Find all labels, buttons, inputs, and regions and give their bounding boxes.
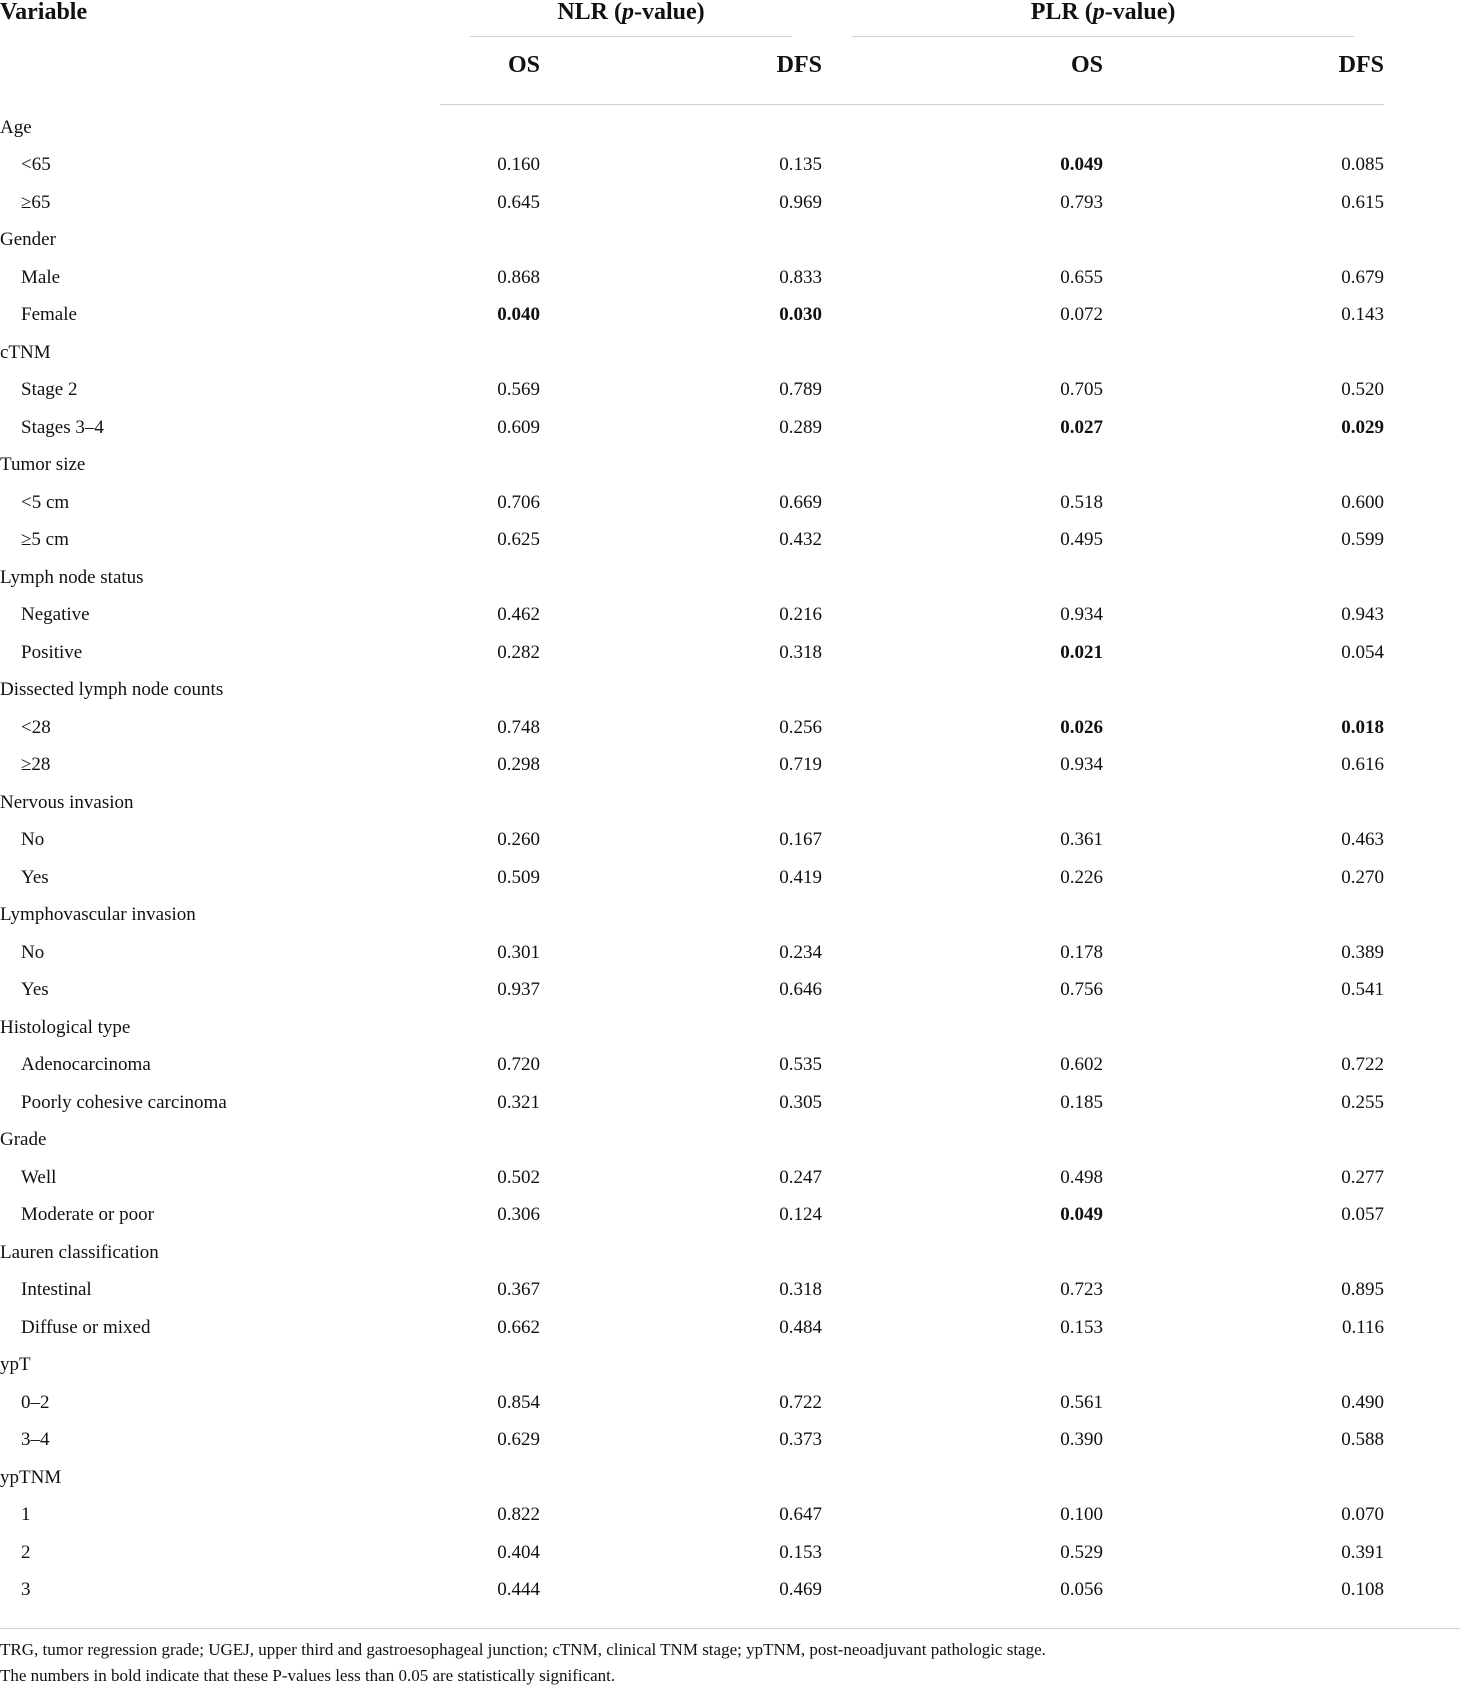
category-label: ypT	[0, 1354, 31, 1376]
category-label: ypTNM	[0, 1466, 62, 1488]
nlr-dfs-value: 0.030	[779, 304, 823, 326]
table-row	[0, 1572, 1384, 1610]
plr-os-value: 0.226	[1060, 866, 1104, 888]
table-row	[0, 747, 1384, 785]
plr-os-value: 0.793	[1060, 191, 1104, 213]
nlr-os-value: 0.720	[497, 1054, 540, 1076]
plr-dfs-value	[1103, 1234, 1384, 1272]
plr-dfs-value: 0.588	[1341, 1429, 1385, 1451]
nlr-os-value	[440, 1459, 540, 1497]
plr-os-value: 0.049	[1060, 1204, 1104, 1226]
table-row	[0, 522, 1384, 560]
nlr-os-header: OS	[440, 26, 540, 105]
plr-os-value: 0.178	[1060, 941, 1104, 963]
nlr-os-value: 0.321	[497, 1091, 540, 1113]
plr-dfs-value: 0.616	[1341, 754, 1385, 776]
nlr-dfs-value	[540, 1347, 822, 1385]
plr-os-value: 0.361	[1060, 829, 1104, 851]
plr-os-value: 0.723	[1060, 1279, 1104, 1301]
plr-dfs-value	[1103, 334, 1384, 372]
plr-os-value: 0.518	[1060, 491, 1104, 513]
nlr-dfs-value	[540, 105, 822, 147]
table-row-category	[0, 334, 1384, 372]
plr-dfs-value: 0.463	[1341, 829, 1385, 851]
plr-os-value: 0.027	[1060, 416, 1104, 438]
nlr-os-value	[440, 1234, 540, 1272]
plr-dfs-value: 0.070	[1341, 1504, 1385, 1526]
nlr-os-value: 0.569	[497, 379, 540, 401]
table-row-category	[0, 1459, 1384, 1497]
table-row	[0, 484, 1384, 522]
footnote-abbreviations: TRG, tumor regression grade; UGEJ, upper third and gastroesophageal junction; cTNM, clinical TNM stage; ypTNM, post-neoadjuvant pathologic stage.	[0, 1640, 1046, 1659]
nlr-dfs-value: 0.432	[779, 529, 823, 551]
table-row	[0, 1534, 1384, 1572]
plr-dfs-value: 0.520	[1341, 379, 1385, 401]
nlr-os-value: 0.748	[497, 716, 540, 738]
nlr-dfs-value	[540, 1009, 822, 1047]
plr-dfs-value	[1103, 672, 1384, 710]
category-label: Nervous invasion	[0, 791, 134, 813]
nlr-os-value	[440, 1009, 540, 1047]
subgroup-label: Adenocarcinoma	[21, 1054, 151, 1076]
plr-os-value	[822, 672, 1103, 710]
table-body	[0, 105, 1384, 1610]
nlr-dfs-value: 0.833	[779, 266, 823, 288]
nlr-dfs-value: 0.373	[779, 1429, 823, 1451]
nlr-dfs-value	[540, 447, 822, 485]
subgroup-label: Intestinal	[21, 1279, 92, 1301]
nlr-os-value: 0.609	[497, 416, 540, 438]
table-row-category	[0, 222, 1384, 260]
category-label: Lymph node status	[0, 566, 144, 588]
plr-dfs-value: 0.029	[1341, 416, 1385, 438]
table-row	[0, 409, 1384, 447]
nlr-os-value: 0.645	[497, 191, 540, 213]
nlr-dfs-value	[540, 1234, 822, 1272]
plr-group-rule	[852, 36, 1354, 37]
plr-os-value: 0.934	[1060, 604, 1104, 626]
plr-dfs-value: 0.057	[1341, 1204, 1385, 1226]
table-row-category	[0, 1009, 1384, 1047]
nlr-dfs-value: 0.318	[779, 1279, 823, 1301]
nlr-dfs-value: 0.789	[779, 379, 823, 401]
nlr-os-value: 0.868	[497, 266, 540, 288]
table-row	[0, 147, 1384, 185]
category-label: Lymphovascular invasion	[0, 904, 196, 926]
table-row	[0, 184, 1384, 222]
nlr-os-value: 0.662	[497, 1316, 540, 1338]
plr-dfs-value	[1103, 447, 1384, 485]
nlr-os-value	[440, 334, 540, 372]
table-row	[0, 972, 1384, 1010]
plr-os-value: 0.153	[1060, 1316, 1104, 1338]
nlr-os-value	[440, 222, 540, 260]
nlr-dfs-value: 0.719	[779, 754, 823, 776]
nlr-os-value	[440, 105, 540, 147]
subgroup-label: Diffuse or mixed	[21, 1316, 151, 1338]
nlr-dfs-value	[540, 1122, 822, 1160]
nlr-os-value: 0.040	[497, 304, 540, 326]
plr-os-value: 0.602	[1060, 1054, 1104, 1076]
plr-group-header: PLR (p-value)	[822, 0, 1384, 26]
nlr-dfs-value: 0.124	[779, 1204, 823, 1226]
subgroup-label: Negative	[21, 604, 90, 626]
footnote-significance: The numbers in bold indicate that these P-values less than 0.05 are statistically significant.	[0, 1666, 616, 1685]
table-row-category	[0, 1122, 1384, 1160]
nlr-dfs-header: DFS	[540, 26, 822, 105]
nlr-os-value: 0.367	[497, 1279, 540, 1301]
plr-dfs-value: 0.599	[1341, 529, 1385, 551]
subgroup-label: ≥28	[21, 754, 51, 776]
nlr-dfs-value	[540, 334, 822, 372]
nlr-os-value	[440, 447, 540, 485]
nlr-os-value: 0.937	[497, 979, 540, 1001]
plr-os-value	[822, 447, 1103, 485]
table-row	[0, 297, 1384, 335]
nlr-dfs-value: 0.969	[779, 191, 823, 213]
subgroup-label: <5 cm	[21, 491, 70, 513]
table-row	[0, 822, 1384, 860]
subgroup-label: 3–4	[21, 1429, 50, 1451]
nlr-os-value: 0.444	[497, 1579, 540, 1601]
category-label: Histological type	[0, 1016, 131, 1038]
plr-dfs-value: 0.615	[1341, 191, 1385, 213]
plr-dfs-value: 0.255	[1341, 1091, 1385, 1113]
plr-dfs-value: 0.270	[1341, 866, 1385, 888]
subgroup-label: Positive	[21, 641, 83, 663]
subgroup-label: 0–2	[21, 1391, 50, 1413]
nlr-dfs-value: 0.216	[779, 604, 823, 626]
nlr-dfs-value: 0.419	[779, 866, 823, 888]
subgroup-label: Female	[21, 304, 77, 326]
plr-dfs-value: 0.143	[1341, 304, 1385, 326]
nlr-os-value: 0.509	[497, 866, 540, 888]
nlr-dfs-value	[540, 672, 822, 710]
nlr-dfs-value: 0.318	[779, 641, 823, 663]
subgroup-label: Well	[21, 1166, 57, 1188]
subgroup-label: No	[21, 941, 45, 963]
nlr-os-value: 0.260	[497, 829, 540, 851]
nlr-dfs-value: 0.256	[779, 716, 823, 738]
plr-os-value: 0.756	[1060, 979, 1104, 1001]
nlr-os-value: 0.854	[497, 1391, 540, 1413]
plr-os-value	[822, 222, 1103, 260]
plr-os-value	[822, 334, 1103, 372]
nlr-dfs-value: 0.234	[779, 941, 823, 963]
table-row-category	[0, 105, 1384, 147]
table-row	[0, 709, 1384, 747]
category-label: Dissected lymph node counts	[0, 679, 224, 701]
plr-dfs-value: 0.600	[1341, 491, 1385, 513]
nlr-os-value: 0.404	[497, 1541, 540, 1563]
nlr-os-value: 0.301	[497, 941, 540, 963]
plr-dfs-value	[1103, 784, 1384, 822]
subgroup-label: <28	[21, 716, 51, 738]
nlr-dfs-value: 0.167	[779, 829, 823, 851]
table-row-category	[0, 1347, 1384, 1385]
table-row-category	[0, 672, 1384, 710]
table-row-category	[0, 897, 1384, 935]
plr-os-value: 0.498	[1060, 1166, 1104, 1188]
nlr-os-value: 0.822	[497, 1504, 540, 1526]
plr-os-value	[822, 1347, 1103, 1385]
plr-dfs-value	[1103, 559, 1384, 597]
table-row-category	[0, 1234, 1384, 1272]
nlr-dfs-value: 0.484	[779, 1316, 823, 1338]
table-row	[0, 634, 1384, 672]
nlr-dfs-value: 0.289	[779, 416, 823, 438]
plr-os-value	[822, 559, 1103, 597]
table-row	[0, 1084, 1384, 1122]
nlr-os-value	[440, 559, 540, 597]
category-label: Grade	[0, 1129, 47, 1151]
table-footnotes	[0, 1628, 1460, 1689]
nlr-os-value: 0.629	[497, 1429, 540, 1451]
nlr-os-value: 0.625	[497, 529, 540, 551]
plr-dfs-value	[1103, 1347, 1384, 1385]
nlr-dfs-value: 0.469	[779, 1579, 823, 1601]
plr-dfs-value	[1103, 1009, 1384, 1047]
nlr-dfs-value: 0.535	[779, 1054, 823, 1076]
nlr-dfs-value	[540, 1459, 822, 1497]
plr-os-value: 0.021	[1060, 641, 1104, 663]
table-row-category	[0, 447, 1384, 485]
nlr-dfs-value	[540, 784, 822, 822]
plr-os-value: 0.185	[1060, 1091, 1104, 1113]
nlr-os-value: 0.160	[497, 154, 540, 176]
plr-os-value: 0.561	[1060, 1391, 1104, 1413]
subgroup-label: ≥65	[21, 191, 51, 213]
nlr-dfs-value: 0.135	[779, 154, 823, 176]
nlr-dfs-value: 0.669	[779, 491, 823, 513]
category-label: Age	[0, 116, 32, 138]
plr-os-value	[822, 105, 1103, 147]
plr-dfs-value: 0.391	[1341, 1541, 1385, 1563]
plr-dfs-value: 0.895	[1341, 1279, 1385, 1301]
subgroup-label: ≥5 cm	[21, 529, 69, 551]
table-row	[0, 1384, 1384, 1422]
table-row	[0, 259, 1384, 297]
plr-dfs-value: 0.054	[1341, 641, 1385, 663]
plr-os-value: 0.100	[1060, 1504, 1104, 1526]
nlr-dfs-value: 0.153	[779, 1541, 823, 1563]
plr-os-value: 0.529	[1060, 1541, 1104, 1563]
plr-dfs-value: 0.943	[1341, 604, 1385, 626]
table-header	[0, 0, 1384, 105]
plr-dfs-value: 0.116	[1341, 1316, 1385, 1338]
table-row	[0, 859, 1384, 897]
plr-dfs-value	[1103, 1122, 1384, 1160]
plr-os-value	[822, 1234, 1103, 1272]
subgroup-label: Male	[21, 266, 61, 288]
plr-os-header: OS	[822, 26, 1103, 105]
header-row-groups	[0, 0, 1384, 26]
nlr-dfs-value: 0.722	[779, 1391, 823, 1413]
nlr-os-value	[440, 1347, 540, 1385]
plr-os-value	[822, 1459, 1103, 1497]
table-row	[0, 1197, 1384, 1235]
nlr-os-value	[440, 1122, 540, 1160]
table-row	[0, 1047, 1384, 1085]
nlr-group-rule	[470, 36, 792, 37]
plr-dfs-value: 0.018	[1341, 716, 1385, 738]
table-row	[0, 372, 1384, 410]
plr-os-value	[822, 1009, 1103, 1047]
subgroup-label: Stages 3–4	[21, 416, 104, 438]
plr-dfs-value	[1103, 1459, 1384, 1497]
nlr-dfs-value	[540, 222, 822, 260]
nlr-os-value: 0.462	[497, 604, 540, 626]
plr-os-value: 0.705	[1060, 379, 1104, 401]
plr-os-value: 0.390	[1060, 1429, 1104, 1451]
plr-os-value: 0.072	[1060, 304, 1104, 326]
subgroup-label: 1	[21, 1504, 31, 1526]
plr-dfs-value: 0.277	[1341, 1166, 1385, 1188]
category-label: Tumor size	[0, 454, 86, 476]
subgroup-label: <65	[21, 154, 51, 176]
subgroup-label: Moderate or poor	[21, 1204, 154, 1226]
plr-dfs-value: 0.108	[1341, 1579, 1385, 1601]
plr-dfs-value: 0.679	[1341, 266, 1385, 288]
plr-os-value: 0.026	[1060, 716, 1104, 738]
nlr-os-value: 0.502	[497, 1166, 540, 1188]
nlr-os-value	[440, 672, 540, 710]
plr-os-value: 0.655	[1060, 266, 1104, 288]
category-label: cTNM	[0, 341, 51, 363]
table-row-category	[0, 784, 1384, 822]
plr-dfs-value: 0.389	[1341, 941, 1385, 963]
table-row	[0, 934, 1384, 972]
plr-os-value: 0.056	[1060, 1579, 1104, 1601]
plr-dfs-value: 0.541	[1341, 979, 1385, 1001]
subgroup-label: No	[21, 829, 45, 851]
table-row-category	[0, 559, 1384, 597]
plr-os-value	[822, 1122, 1103, 1160]
nlr-group-header: NLR (p-value)	[440, 0, 822, 26]
plr-dfs-value	[1103, 897, 1384, 935]
nlr-os-value: 0.282	[497, 641, 540, 663]
plr-os-value: 0.934	[1060, 754, 1104, 776]
plr-os-value	[822, 784, 1103, 822]
category-label: Lauren classification	[0, 1241, 159, 1263]
subgroup-label: Stage 2	[21, 379, 78, 401]
nlr-dfs-value: 0.647	[779, 1504, 823, 1526]
subgroup-label: Poorly cohesive carcinoma	[21, 1091, 227, 1113]
subgroup-label: 3	[21, 1579, 31, 1601]
table-row	[0, 1272, 1384, 1310]
nlr-os-value: 0.298	[497, 754, 540, 776]
nlr-dfs-value	[540, 559, 822, 597]
plr-dfs-header: DFS	[1103, 26, 1384, 105]
nlr-os-value: 0.306	[497, 1204, 540, 1226]
plr-os-value	[822, 897, 1103, 935]
category-label: Gender	[0, 229, 56, 251]
subgroup-label: Yes	[21, 866, 49, 888]
table-row	[0, 1159, 1384, 1197]
plr-dfs-value: 0.722	[1341, 1054, 1385, 1076]
plr-dfs-value	[1103, 105, 1384, 147]
variable-column-header: Variable	[0, 0, 88, 25]
nlr-dfs-value: 0.305	[779, 1091, 823, 1113]
subgroup-label: Yes	[21, 979, 49, 1001]
table-row	[0, 597, 1384, 635]
nlr-os-value	[440, 784, 540, 822]
nlr-os-value	[440, 897, 540, 935]
table-row	[0, 1422, 1384, 1460]
plr-dfs-value: 0.085	[1341, 154, 1385, 176]
nlr-dfs-value: 0.247	[779, 1166, 823, 1188]
nlr-dfs-value	[540, 897, 822, 935]
plr-os-value: 0.049	[1060, 154, 1104, 176]
plr-dfs-value	[1103, 222, 1384, 260]
table-row	[0, 1497, 1384, 1535]
plr-os-value: 0.495	[1060, 529, 1104, 551]
nlr-dfs-value: 0.646	[779, 979, 823, 1001]
subgroup-label: 2	[21, 1541, 31, 1563]
plr-dfs-value: 0.490	[1341, 1391, 1385, 1413]
nlr-os-value: 0.706	[497, 491, 540, 513]
table-row	[0, 1309, 1384, 1347]
